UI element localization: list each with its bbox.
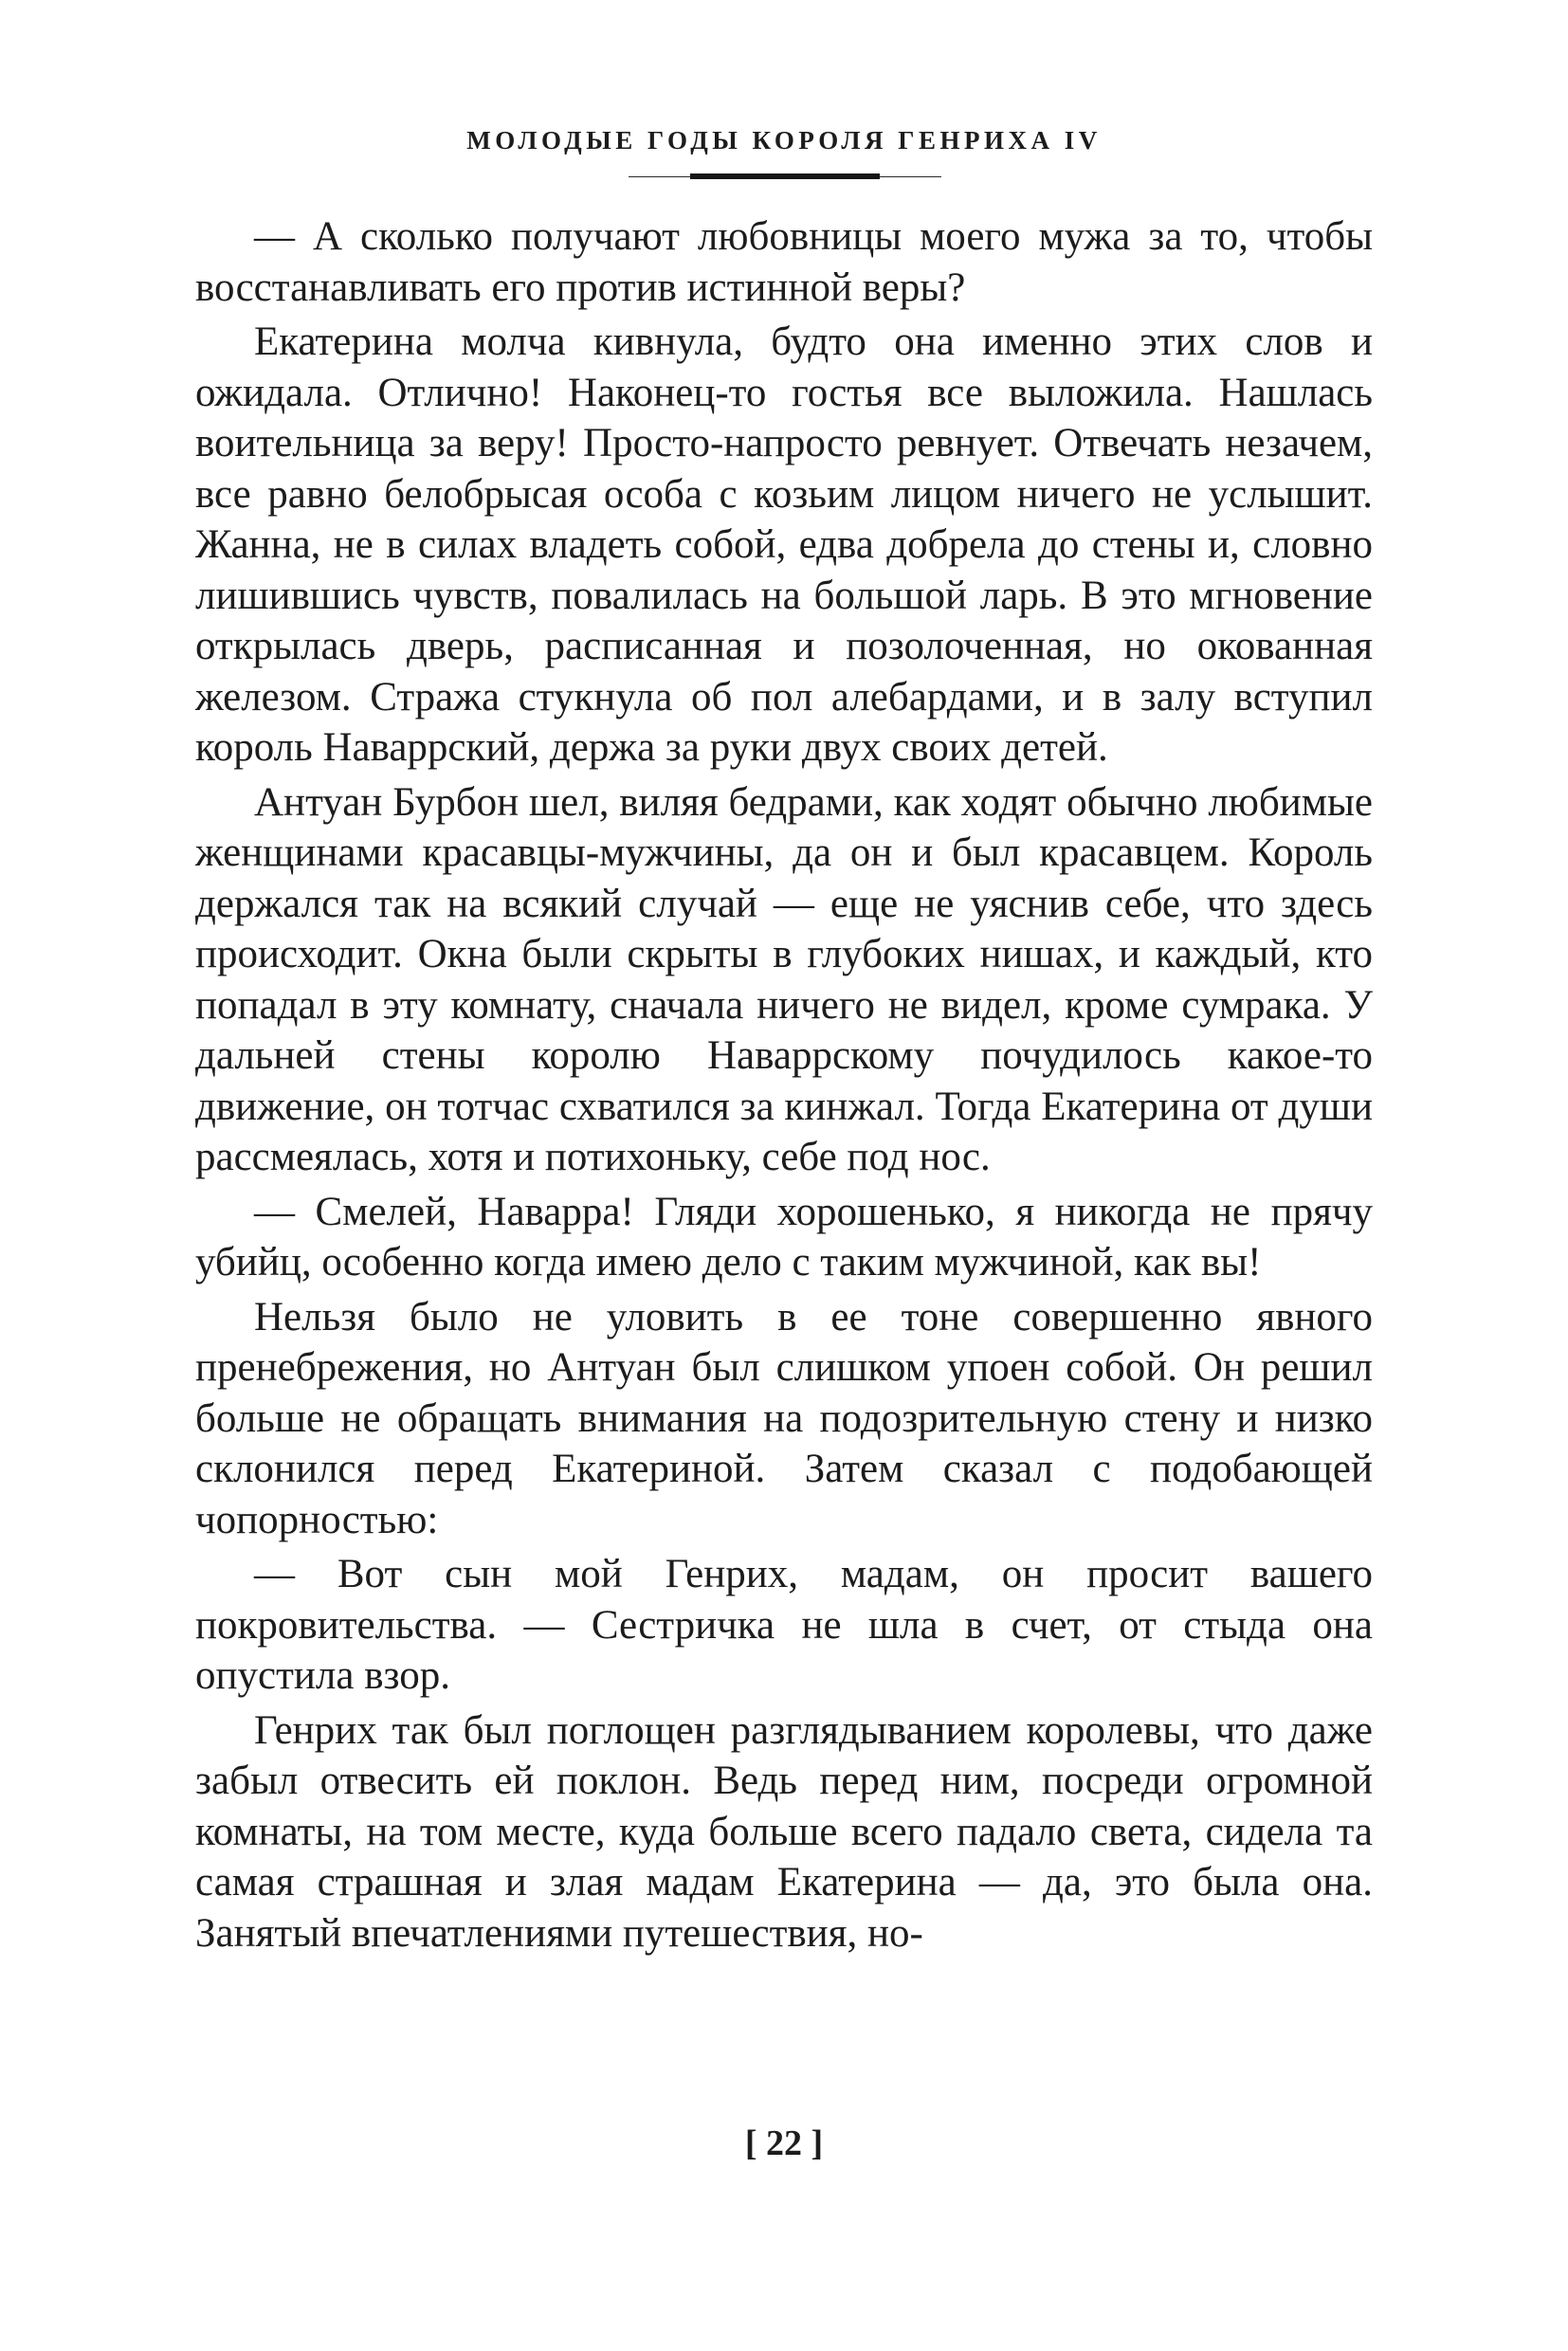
running-head: МОЛОДЫЕ ГОДЫ КОРОЛЯ ГЕНРИХА IV bbox=[466, 126, 1102, 155]
paragraph-3: Антуан Бурбон шел, виляя бедрами, как ходят обычно любимые женщинами красавцы-мужчины, да он и был красавцем. Король держался так на всякий случай — еще не уяснив себе, что здесь происходит. Окна были скрыты в глубоких нишах, и каждый, кто попадал в эту комнату, сначала ничего не видел, кроме сумрака. У дальней стены королю Наваррскому почудилось какое-то движение, он тотчас схватился за кинжал. Тогда Екатерина от души рассмеялась, хотя и потихоньку, себе под нос. bbox=[195, 779, 1373, 1179]
paragraph-6: — Вот сын мой Генрих, мадам, он просит вашего покровительства. — Сестричка не шла в счет, от стыда она опустила взор. bbox=[195, 1552, 1373, 1698]
body-text bbox=[195, 211, 1373, 1959]
header-rule-bold bbox=[690, 173, 880, 179]
paragraph-2: Екатерина молча кивнула, будто она именно этих слов и ожидала. Отлично! Наконец-то гостья все выложила. Нашлась воительница за веру! Просто-напросто ревнует. Отвечать незачем, все равно белобрысая особа с козьим лицом ничего не услышит. Жанна, не в силах владеть собой, едва добрела до стены и, словно лишившись чувств, повалилась на большой ларь. В это мгновение открылась дверь, расписанная и позолоченная, но окованная железом. Стража стукнула об пол алебардами, и в залу вступил король Наваррский, держа за руки двух своих детей. bbox=[195, 319, 1373, 770]
paragraph-4: — Смелей, Наварра! Гляди хорошенько, я никогда не прячу убийц, особенно когда имею дело с таким мужчиной, как вы! bbox=[195, 1189, 1373, 1285]
paragraph-1: — А сколько получают любовницы моего мужа за то, чтобы восстанавливать его против истинной веры? bbox=[195, 214, 1373, 310]
page-number: [ 22 ] bbox=[744, 2123, 824, 2163]
paragraph-5: Нельзя было не уловить в ее тоне совершенно явного пренебрежения, но Антуан был слишком упоен собой. Он решил больше не обращать внимания на подозрительную стену и низко склонился перед Екатериной. Затем сказал с подобающей чопорностью: bbox=[195, 1294, 1373, 1542]
paragraph-7: Генрих так был поглощен разглядыванием королевы, что даже забыл отвесить ей поклон. Ведь перед ним, посреди огромной комнаты, на том месте, куда больше всего падало света, сидела та самая страшная и злая мадам Екатерина — да, это была она. Занятый впечатлениями путешествия, но- bbox=[195, 1707, 1373, 1956]
